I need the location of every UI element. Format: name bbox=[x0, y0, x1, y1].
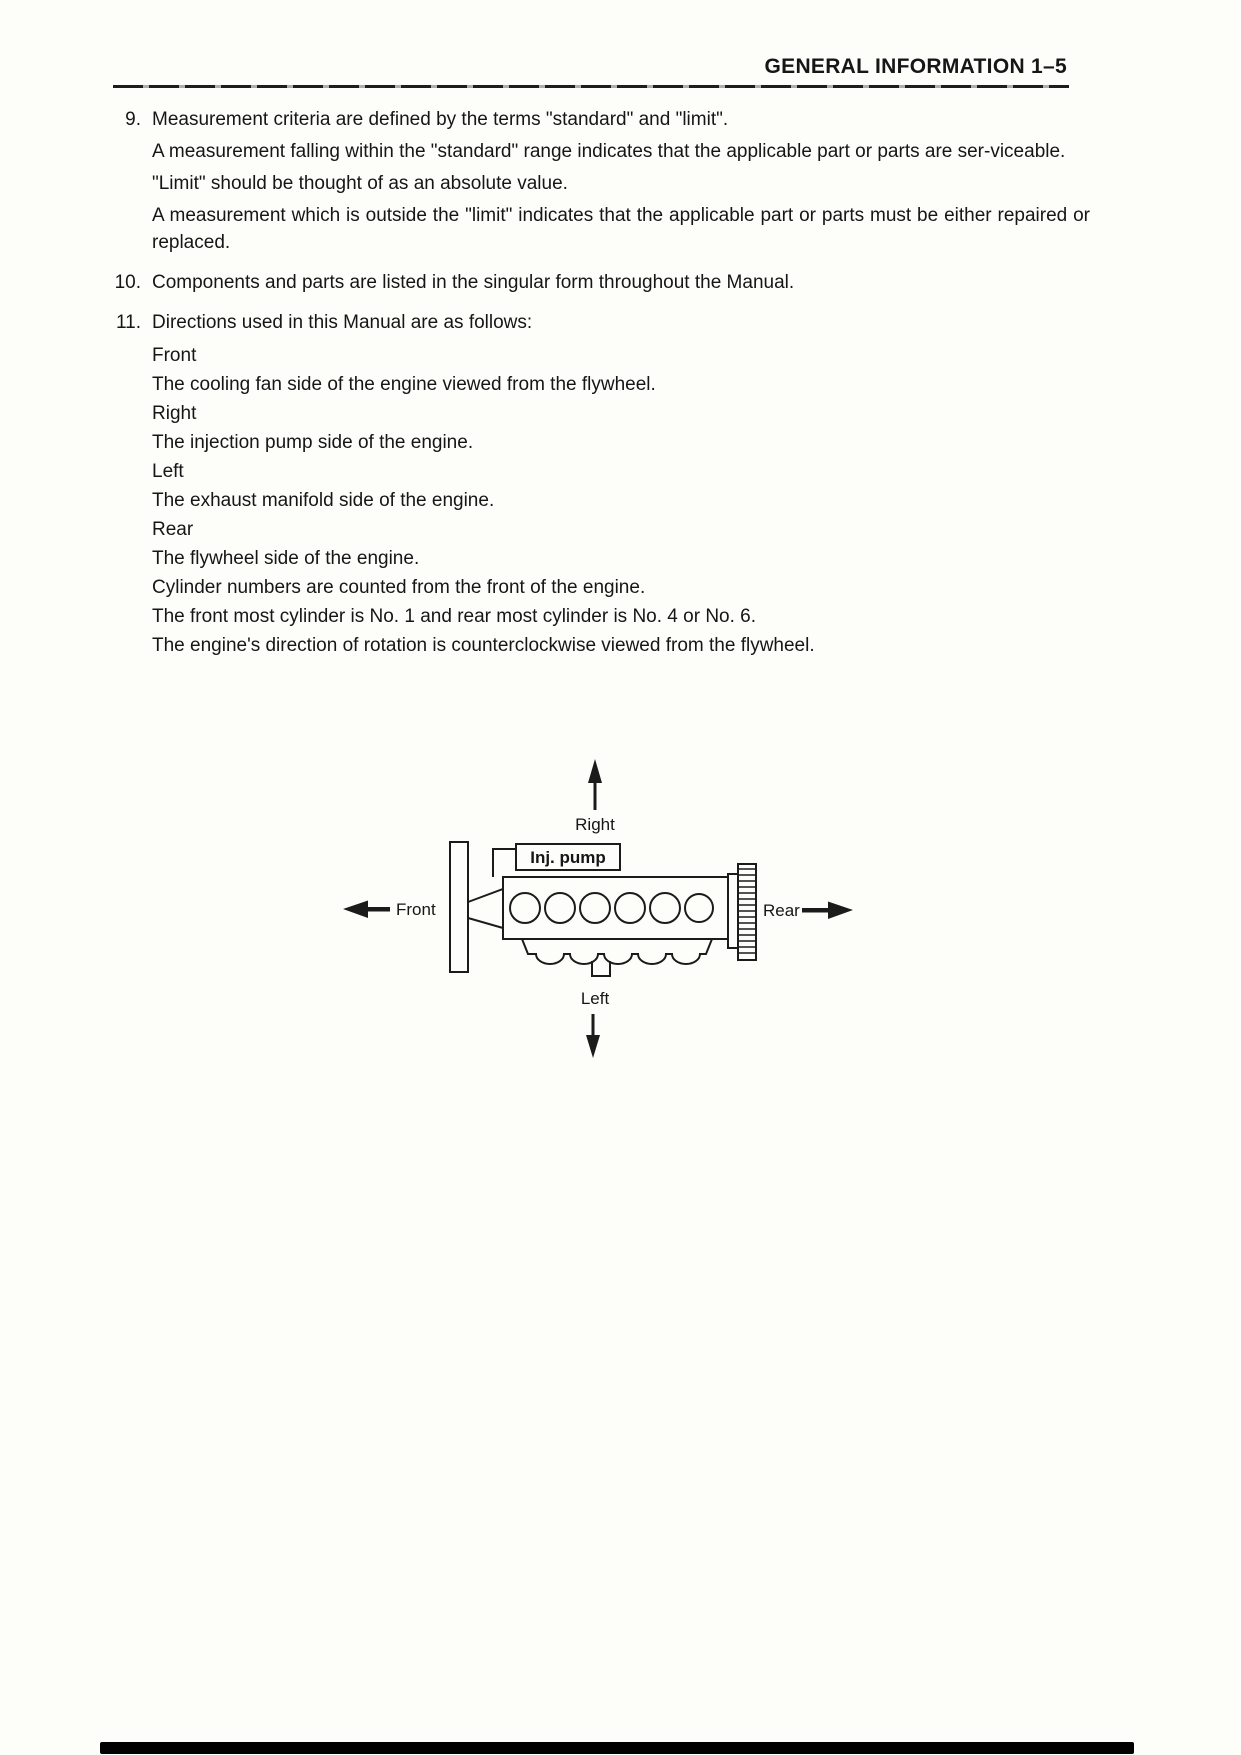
item-number: 11. bbox=[115, 312, 141, 333]
item-paragraph: "Limit" should be thought of as an absolute value. bbox=[152, 173, 568, 194]
item-number: 10. bbox=[114, 272, 141, 293]
right-direction-label: Right bbox=[575, 815, 615, 834]
cylinder-circle bbox=[545, 893, 575, 923]
cylinder-circle bbox=[685, 894, 713, 922]
scan-edge-bar bbox=[100, 1742, 1134, 1754]
item-number: 9. bbox=[125, 109, 141, 130]
direction-line: The front most cylinder is No. 1 and rear most cylinder is No. 4 or No. 6. bbox=[152, 606, 757, 627]
cooling-fan-bar bbox=[450, 842, 468, 972]
oil-pan bbox=[522, 939, 712, 976]
up-arrow bbox=[588, 759, 602, 810]
list-item bbox=[113, 106, 1090, 261]
inj-pump-label: Inj. pump bbox=[530, 848, 606, 867]
item-paragraph: Directions used in this Manual are as follows: bbox=[152, 312, 533, 333]
direction-line: The exhaust manifold side of the engine. bbox=[152, 490, 495, 511]
list-item bbox=[113, 269, 1090, 301]
direction-line: Front bbox=[152, 345, 197, 366]
front-direction-label: Front bbox=[396, 900, 436, 919]
engine-block bbox=[503, 877, 728, 939]
front-arrow bbox=[343, 901, 390, 919]
direction-line: Cylinder numbers are counted from the front of the engine. bbox=[152, 577, 646, 598]
crank-pulley bbox=[468, 889, 503, 928]
flywheel bbox=[728, 864, 756, 960]
item-paragraph: Components and parts are listed in the singular form throughout the Manual. bbox=[152, 272, 795, 293]
direction-line: Left bbox=[152, 461, 184, 482]
body-text bbox=[113, 106, 1090, 668]
direction-line: The flywheel side of the engine. bbox=[152, 548, 420, 569]
item-paragraph: A measurement falling within the "standard" range indicates that the applicable part or parts are ser-viceable. bbox=[152, 141, 1066, 162]
cylinder-circle bbox=[650, 893, 680, 923]
page-header: GENERAL INFORMATION 1–5 bbox=[764, 55, 1067, 78]
list-item bbox=[113, 309, 1090, 660]
direction-line: The injection pump side of the engine. bbox=[152, 432, 474, 453]
cylinder-circle bbox=[510, 893, 540, 923]
item-paragraph: Measurement criteria are defined by the terms "standard" and "limit". bbox=[152, 109, 729, 130]
header-rule bbox=[113, 85, 1069, 88]
down-arrow bbox=[586, 1014, 600, 1058]
direction-line: The engine's direction of rotation is counterclockwise viewed from the flywheel. bbox=[152, 635, 815, 656]
cylinder-circle bbox=[580, 893, 610, 923]
item-paragraph: A measurement which is outside the "limit" indicates that the applicable part or parts must be either repaired or replaced. bbox=[152, 205, 1090, 253]
rear-direction-label: Rear bbox=[763, 901, 800, 920]
direction-line: Right bbox=[152, 403, 197, 424]
left-direction-label: Left bbox=[580, 989, 610, 1008]
direction-line: The cooling fan side of the engine viewed from the flywheel. bbox=[152, 374, 656, 395]
direction-line: Rear bbox=[152, 519, 194, 540]
cylinder-circle bbox=[615, 893, 645, 923]
engine-direction-diagram bbox=[338, 752, 868, 1064]
rear-arrow bbox=[802, 902, 853, 920]
